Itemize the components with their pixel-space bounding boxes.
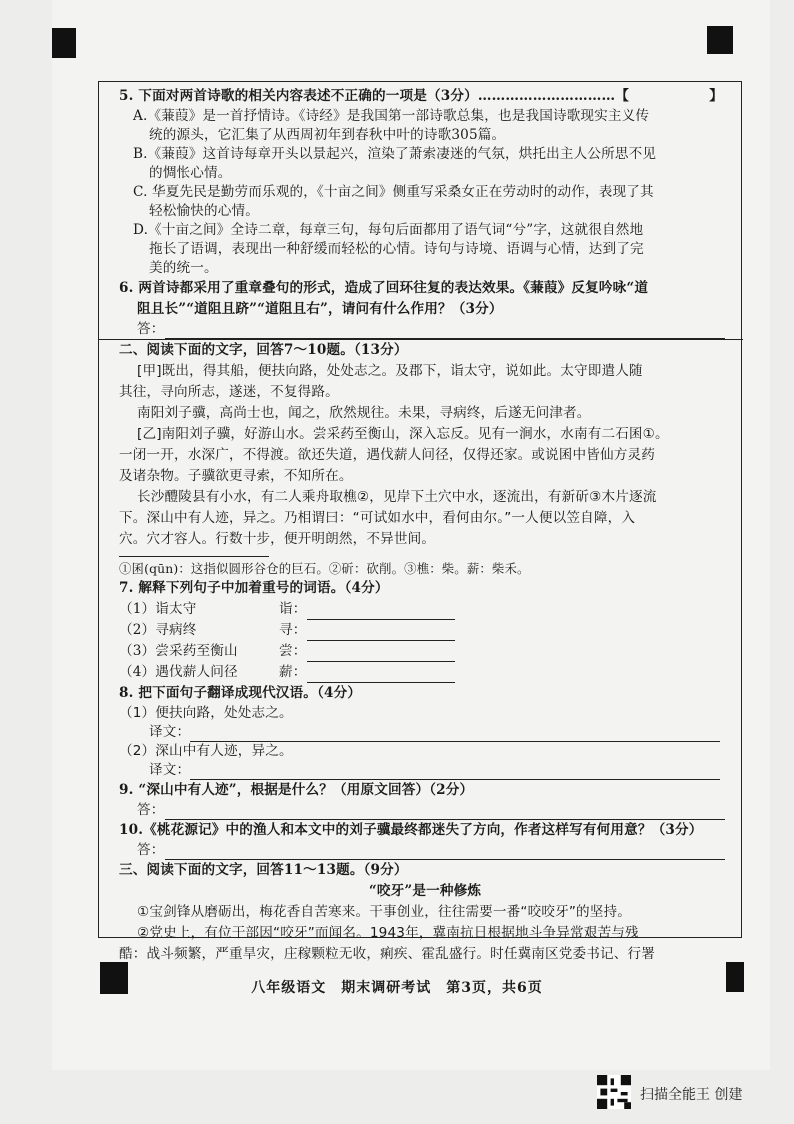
q8-translation-label-2: 译文： [149, 762, 191, 778]
passage-line-9: 穴。穴才容人。行数十步，便开明朗然，不异世间。 [119, 531, 436, 547]
q10-answer-row [119, 841, 731, 860]
q9-answer-line[interactable] [165, 805, 725, 820]
section2-heading: 二、阅读下面的文字，回答7～10题。（13分） [119, 342, 408, 358]
q7-item-4-blank[interactable] [307, 668, 455, 683]
passage-line-8: 下。深山中有人迹，异之。乃相谓曰：“可试如水中，看何由尔。”一人便以笠自障，入 [119, 510, 636, 526]
q10-answer-label: 答： [137, 842, 165, 858]
passage-line-7: 长沙醴陵县有小水，有二人乘舟取樵②，见岸下土穴中水，逐流出，有新斫③木片逐流 [137, 489, 657, 505]
q9-answer-label: 答： [137, 802, 165, 818]
article-paragraph-2-line1: ②党史上，有位干部因“咬牙”而闻名。1943年，冀南抗日根据地斗争异常艰苦与残 [137, 925, 639, 941]
qr-code-icon [597, 1075, 631, 1109]
q8-translation-label-1: 译文： [149, 724, 191, 740]
q5-stem-text: 5. 下面对两首诗歌的相关内容表述不正确的一项是（3分）…………………………【 [119, 88, 630, 104]
registration-mark-top-right [707, 26, 733, 54]
passage-line-4: [乙]南阳刘子骥，好游山水。尝采药至衡山，深入忘反。见有一涧水，水南有二石囷①。 [137, 426, 669, 442]
passage-line-2: 其往，寻向所志，遂迷，不复得路。 [119, 384, 339, 400]
passage-line-6: 及诸杂物。子骥欲更寻索，不知所在。 [119, 468, 353, 484]
q9-answer-row [119, 801, 731, 820]
footnote: ①囷(qūn)：这指似圆形谷仓的巨石。②斫：砍削。③樵：柴。薪：柴禾。 [119, 561, 530, 576]
q7-item-3-sentence: （3）尝采药至衡山 [119, 643, 238, 659]
footnote-rule [119, 556, 269, 557]
article-paragraph-2-line2: 酷：战斗频繁，严重旱灾，庄稼颗粒无收，痢疾、霍乱盛行。时任冀南区党委书记、行署 [119, 946, 656, 962]
article-paragraph-1: ①宝剑锋从磨砺出，梅花香自苦寒来。干事创业，往往需要一番“咬咬牙”的坚持。 [137, 904, 632, 920]
q8-sentence-1: （1）便扶向路，处处志之。 [119, 705, 293, 721]
q7-item-1-sentence: （1）诣太守 [119, 601, 197, 617]
q7-item-1-word: 诣： [279, 601, 307, 617]
q7-stem: 7. 解释下列句子中加着重号的词语。（4分） [119, 580, 389, 596]
q5-option-b-line1: B.《蒹葭》这首诗每章开头以景起兴，渲染了萧索凄迷的气氛，烘托出主人公所思不见 [133, 146, 657, 162]
q5-option-d-line3: 美的统一。 [149, 260, 218, 276]
q7-item-4-sentence: （4）遇伐薪人问径 [119, 664, 238, 680]
q8-translation-row-2 [119, 761, 731, 780]
q5-option-a-line1: A.《蒹葭》是一首抒情诗。《诗经》是我国第一部诗歌总集，也是我国诗歌现实主义传 [133, 108, 650, 124]
q7-item-1 [119, 599, 731, 620]
passage-line-1: [甲]既出，得其船，便扶向路，处处志之。及郡下，诣太守，说如此。太守即遣人随 [137, 363, 643, 379]
q7-item-3-blank[interactable] [307, 647, 455, 662]
q7-item-2 [119, 620, 731, 641]
q8-stem: 8. 把下面句子翻译成现代汉语。（4分） [119, 685, 362, 701]
q5-option-b-line2: 的惆怅心情。 [149, 165, 232, 181]
q7-item-2-word: 寻： [279, 622, 307, 638]
q8-sentence-2: （2）深山中有人迹，异之。 [119, 743, 293, 759]
q8-translation-row-1 [119, 723, 731, 742]
q5-option-d-line1: D.《十亩之间》全诗二章，每章三句，每句后面都用了语气词“兮”字，这就很自然地 [133, 222, 644, 238]
passage-line-5: 一闭一开，水深广，不得渡。欲还失道，遇伐薪人问径，仅得还家。或说囷中皆仙方灵药 [119, 447, 656, 463]
exam-content [119, 86, 731, 965]
registration-mark-top-left [52, 28, 76, 58]
q7-item-3 [119, 641, 731, 662]
q6-answer-line[interactable] [165, 324, 725, 339]
passage-line-3: 南阳刘子骥，高尚士也，闻之，欣然规往。未果，寻病终，后遂无问津者。 [137, 405, 591, 421]
q7-item-4-word: 薪： [279, 664, 307, 680]
q9-stem: 9. “深山中有人迹”，根据是什么？（用原文回答）（2分） [119, 782, 474, 798]
scanner-watermark: 扫描全能王 创建 [640, 1087, 743, 1103]
q6-stem-line2: 阻且长”“道阻且跻”“道阻且右”，请问有什么作用？（3分） [137, 301, 503, 317]
q5-answer-bracket: 】 [709, 88, 723, 104]
q6-answer-row [119, 320, 731, 339]
q7-item-2-sentence: （2）寻病终 [119, 622, 197, 638]
q5-option-c-line2: 轻松愉快的心情。 [149, 203, 259, 219]
q5-option-a-line2: 统的源头，它汇集了从西周初年到春秋中叶的诗歌305篇。 [149, 127, 506, 143]
q5-stem [119, 86, 731, 107]
q7-item-3-word: 尝： [279, 643, 307, 659]
q6-stem-line1: 6. 两首诗都采用了重章叠句的形式，造成了回环往复的表达效果。《蒹葭》反复吟咏“道 [119, 280, 649, 296]
q6-answer-label: 答： [137, 321, 165, 337]
q7-item-2-blank[interactable] [307, 626, 455, 641]
section3-heading: 三、阅读下面的文字，回答11～13题。（9分） [119, 862, 408, 878]
q5-option-d-line2: 拖长了语调，表现出一种舒缓而轻松的心情。诗句与诗境、语调与心情，达到了完 [149, 241, 644, 257]
q10-stem: 10.《桃花源记》中的渔人和本文中的刘子骥最终都迷失了方向，作者这样写有何用意？（3分） [119, 822, 703, 838]
q8-translation-line-1[interactable] [190, 727, 720, 742]
article-title: “咬牙”是一种修炼 [368, 883, 482, 899]
q8-translation-line-2[interactable] [190, 765, 720, 780]
q7-item-1-blank[interactable] [307, 605, 455, 620]
q10-answer-line[interactable] [165, 845, 725, 860]
page-footer: 八年级语文 期末调研考试 第3页，共6页 [251, 980, 543, 996]
q5-option-c-line1: C. 华夏先民是勤劳而乐观的，《十亩之间》侧重写采桑女正在劳动时的动作，表现了其 [133, 184, 654, 200]
exam-frame [98, 81, 742, 962]
q7-item-4 [119, 662, 731, 683]
